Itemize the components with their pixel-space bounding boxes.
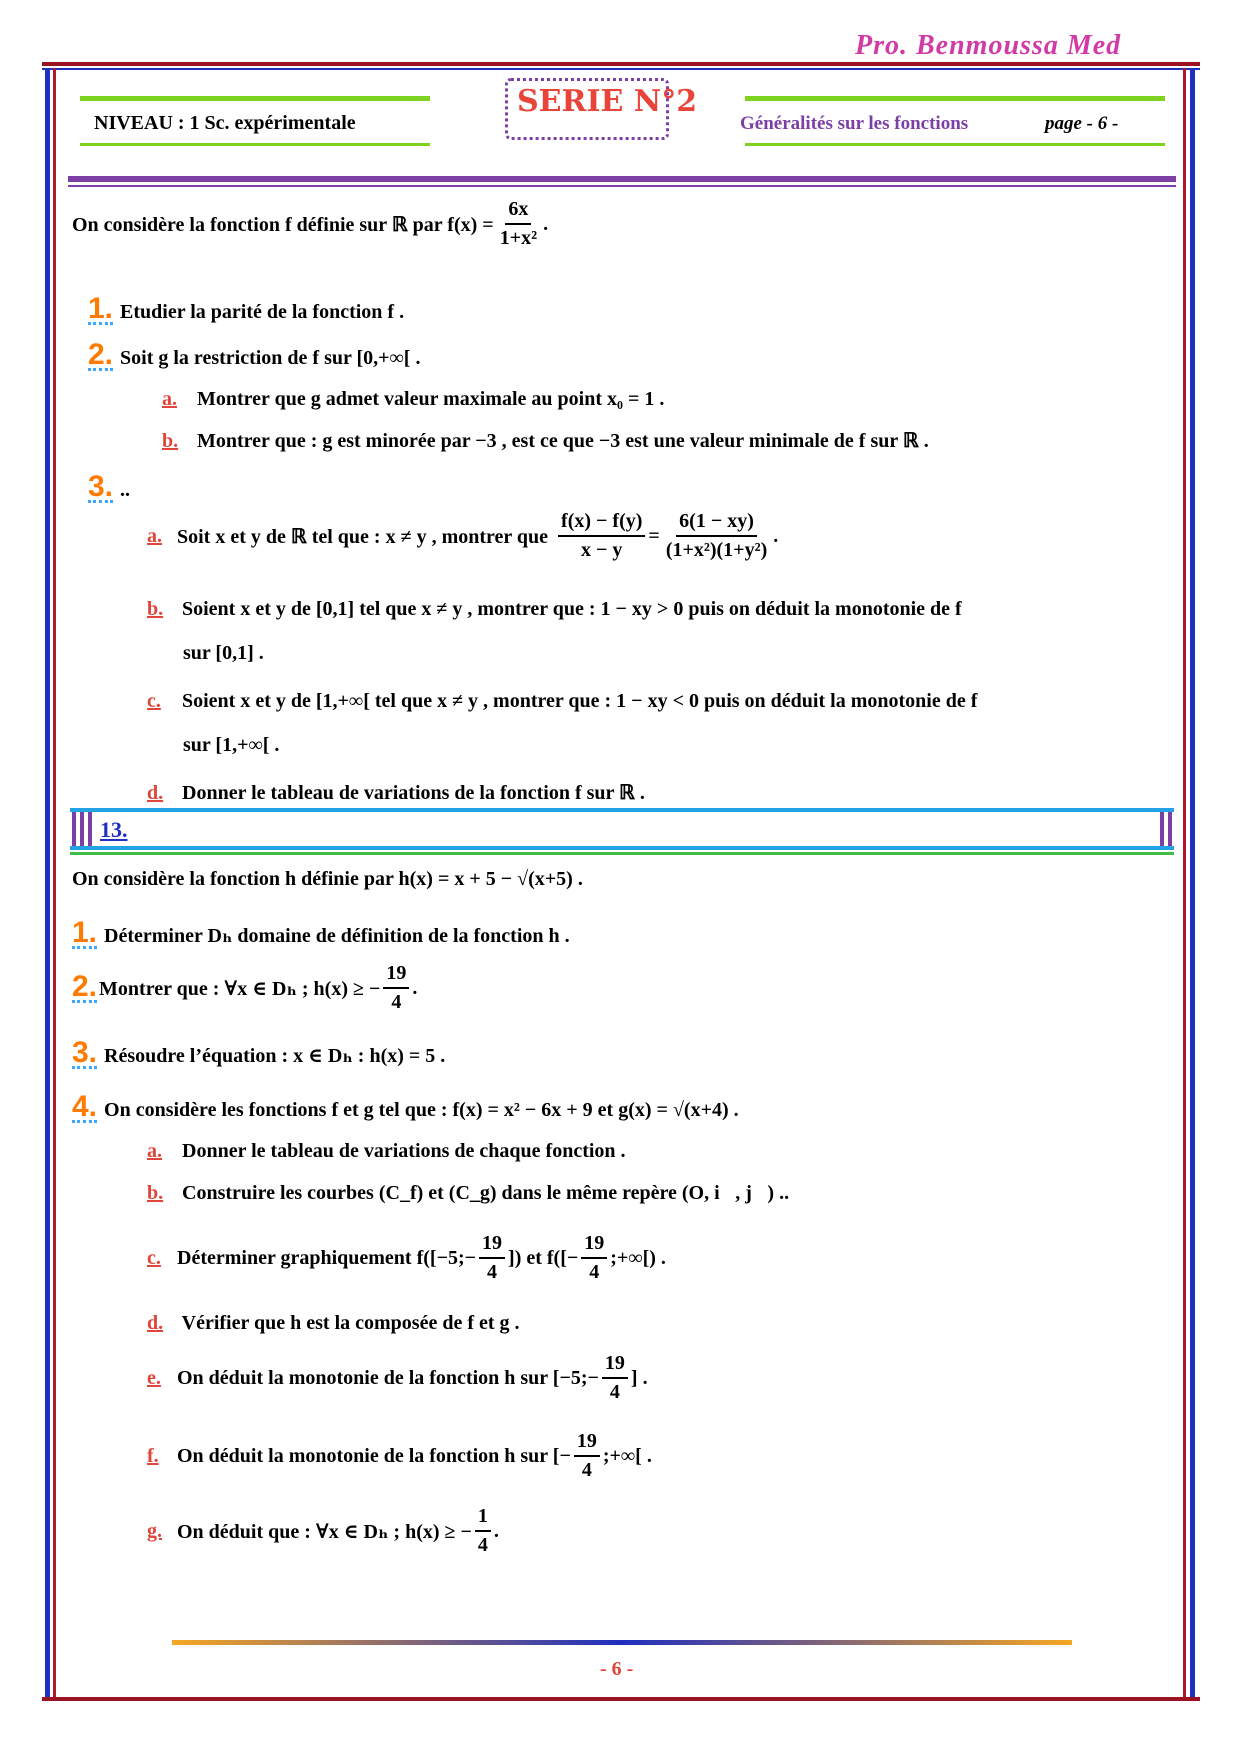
ex12-q3a: a. Soit x et y de ℝ tel que : x ≠ y , montrer que $\frac{f(x) - f(y)}{x - y}$ = $\frac{6(1 - xy)}{\text{(1+x²)(1+y²)}}$ . — [147, 510, 779, 561]
ex13-q2-fraction — [383, 962, 409, 1014]
ex13-q4c-text-2: ]) et f([− — [508, 1246, 579, 1269]
footer-divider — [172, 1640, 1072, 1645]
ex12-q3c-letter: c. — [147, 690, 161, 712]
page-label: page - 6 - — [1045, 113, 1119, 134]
ex12-q3d-letter: d. — [147, 782, 164, 804]
ex12-q3a-num-left: f(x) − f(y) — [558, 510, 645, 537]
ex13-q4 — [72, 1090, 739, 1123]
ex13-q4g — [147, 1505, 499, 1557]
ex13-q4f — [147, 1430, 652, 1482]
frame-top-inner — [42, 68, 1200, 70]
ex12-q3-text: .. — [120, 479, 131, 501]
author-signature: Pro. Benmoussa Med — [855, 30, 1122, 61]
ex13-q4g-den: 4 — [477, 1534, 488, 1556]
ex13-q4a-letter: a. — [147, 1140, 162, 1162]
ex12-intro-denominator: 1+x² — [499, 227, 538, 249]
ex13-q4-text: On considère les fonctions f et g tel que : f(x) = x² − 6x + 9 et g(x) = √(x+4) . — [104, 1099, 739, 1121]
ex13-q2-number: 2. — [72, 969, 98, 1003]
ex12-q1-text: Etudier la parité de la fonction f . — [120, 301, 405, 323]
ex13-q4e-text-end: ] . — [630, 1366, 648, 1389]
ex13-q4f-text-end: ;+∞[ . — [602, 1444, 652, 1467]
ex12-intro-text: On considère la fonction f définie sur ℝ par f(x) = — [72, 213, 494, 236]
header-divider-thin — [68, 185, 1176, 187]
ex13-q4f-letter: f. — [147, 1444, 159, 1467]
ex12-q2 — [88, 338, 421, 371]
ex12-q3a-num-right: 6(1 − xy) — [676, 510, 757, 537]
ex13-q4e — [147, 1352, 648, 1404]
ex13-q3 — [72, 1036, 446, 1069]
ex13-q4e-num: 19 — [602, 1352, 628, 1379]
frame-top — [42, 62, 1200, 66]
header-green-bar-left — [80, 96, 430, 101]
ex13-q4c-text-1: Déterminer graphiquement f([−5;− — [177, 1246, 477, 1269]
ex13-q4c-fraction-2 — [581, 1232, 607, 1284]
ex13-q4g-text-end: . — [493, 1519, 499, 1542]
ex13-banner-top — [70, 808, 1174, 812]
frame-left-inner — [53, 68, 56, 1698]
ex12-intro: On considère la fonction f définie sur ℝ par f(x) = $\frac{6x}{\text{1+x²}}$ . — [72, 198, 549, 249]
ex12-q3b-line2: sur [0,1] . — [183, 642, 264, 664]
ex13-q4c-num-1: 19 — [479, 1232, 505, 1259]
ex13-q4f-text: On déduit la monotonie de la fonction h sur [− — [177, 1444, 571, 1467]
ex13-q4d — [147, 1312, 520, 1335]
ex13-q4c-den-2: 4 — [589, 1261, 600, 1283]
ex13-q4f-num: 19 — [574, 1430, 600, 1457]
ex12-q2a-letter: a. — [162, 388, 177, 410]
ex13-title: 13. — [100, 817, 128, 842]
ex13-q4g-fraction — [475, 1505, 491, 1557]
ex12-q3 — [88, 470, 131, 503]
ex12-q3b-letter: b. — [147, 598, 164, 620]
ex12-q3b-text-1: Soient x et y de [0,1] tel que x ≠ y , montrer que : 1 − xy > 0 puis on déduit la monotonie de f — [182, 598, 962, 620]
frame-right — [1190, 68, 1195, 1698]
ex13-q4c-num-2: 19 — [581, 1232, 607, 1259]
ex13-q2-den: 4 — [391, 991, 402, 1013]
ex13-q1-text: Déterminer Dₕ domaine de définition de la fonction h . — [104, 925, 570, 947]
ex13-q3-number: 3. — [72, 1036, 98, 1069]
ex12-q2b — [162, 428, 929, 453]
ex13-banner-right-mark-1 — [1160, 812, 1164, 846]
ex12-q3c-line2: sur [1,+∞[ . — [183, 734, 280, 756]
ex12-q3a-fraction-right — [663, 510, 770, 562]
ex13-q4c-den-1: 4 — [487, 1261, 498, 1283]
ex12-q2b-letter: b. — [162, 430, 179, 452]
ex13-banner-bottom — [70, 846, 1174, 850]
ex13-intro: On considère la fonction h définie par h(x) = x + 5 − √(x+5) . — [72, 868, 583, 890]
ex13-banner-right-mark-2 — [1168, 812, 1172, 846]
ex13-q4a — [147, 1140, 626, 1163]
header-green-underline-right — [745, 143, 1165, 146]
ex13-q4b-letter: b. — [147, 1182, 164, 1204]
ex12-q2a — [162, 388, 664, 411]
ex12-q3c — [147, 690, 977, 713]
topic-label: Généralités sur les fonctions — [740, 113, 969, 134]
ex13-q4f-den: 4 — [581, 1459, 592, 1481]
ex12-q1-number: 1. — [88, 292, 114, 325]
ex13-q4e-letter: e. — [147, 1366, 161, 1389]
ex13-q4e-den: 4 — [609, 1381, 620, 1403]
header-green-bar-right — [745, 96, 1165, 101]
ex13-q4d-text: Vérifier que h est la composée de f et g . — [181, 1312, 520, 1334]
ex12-q3d-text: Donner le tableau de variations de la fonction f sur ℝ . — [182, 782, 645, 804]
ex12-q2b-text: Montrer que : g est minorée par −3 , est ce que −3 est une valeur minimale de f sur ℝ . — [197, 430, 929, 452]
ex13-q4g-text: On déduit que : ∀x ∈ Dₕ ; h(x) ≥ − — [177, 1520, 472, 1543]
ex12-q3a-text: Soit x et y de ℝ tel que : x ≠ y , montrer que — [177, 525, 549, 548]
ex13-banner-left-mark-2 — [80, 812, 84, 846]
ex13-q2: 2. Montrer que : ∀x ∈ Dₕ ; h(x) ≥ − $\frac{19}{4}$ . — [72, 962, 418, 1013]
ex13-q4g-num: 1 — [475, 1505, 491, 1532]
ex13-q4c-text-3: ;+∞[) . — [610, 1246, 666, 1269]
ex13-q4-number: 4. — [72, 1090, 98, 1123]
serie-title: SERIE N°2 — [517, 84, 698, 119]
ex13-q4b-text: Construire les courbes (C_f) et (C_g) dans le même repère (O, i⃗, j⃗) .. — [182, 1182, 790, 1204]
ex13-q4g-letter: g. — [147, 1519, 162, 1542]
ex13-q4c-fraction-1 — [479, 1232, 505, 1284]
ex13-q2-num: 19 — [383, 962, 409, 989]
ex12-q2-text: Soit g la restriction de f sur [0,+∞[ . — [120, 347, 421, 369]
ex12-q1 — [88, 292, 405, 325]
ex13-q4b — [147, 1182, 789, 1205]
ex12-q3a-letter: a. — [147, 524, 162, 547]
frame-bottom — [42, 1697, 1200, 1701]
ex12-intro-numerator: 6x — [505, 198, 531, 225]
ex13-q4c-letter: c. — [147, 1246, 161, 1269]
frame-right-inner — [1183, 68, 1186, 1698]
footer-page-number: - 6 - — [600, 1658, 634, 1680]
frame-left — [45, 68, 50, 1698]
ex13-q4d-letter: d. — [147, 1312, 164, 1334]
ex13-banner-left-mark-3 — [88, 812, 92, 846]
ex12-q3b — [147, 598, 962, 621]
header-divider — [68, 176, 1176, 182]
ex13-banner-left-mark-1 — [72, 812, 76, 846]
ex12-q2a-text: Montrer que g admet valeur maximale au point x₀ = 1 . — [197, 388, 665, 410]
ex13-q4c — [147, 1232, 666, 1284]
level-label: NIVEAU : 1 Sc. expérimentale — [94, 112, 356, 134]
ex13-q1-number: 1. — [72, 916, 98, 949]
ex13-banner-green — [70, 852, 1174, 855]
ex13-q4a-text: Donner le tableau de variations de chaque fonction . — [182, 1140, 626, 1162]
ex12-q2-number: 2. — [88, 338, 114, 371]
ex12-q3c-text-1: Soient x et y de [1,+∞[ tel que x ≠ y , montrer que : 1 − xy < 0 puis on déduit la monotonie de f — [182, 690, 978, 712]
ex13-q3-text: Résoudre l’équation : x ∈ Dₕ : h(x) = 5 . — [104, 1045, 446, 1067]
ex12-q3a-den-left: x − y — [581, 539, 623, 561]
ex13-q4f-fraction — [574, 1430, 600, 1482]
ex13-q4e-fraction — [602, 1352, 628, 1404]
ex12-q3a-den-right: (1+x²)(1+y²) — [665, 539, 768, 561]
ex13-q1 — [72, 916, 570, 949]
header-green-underline-left — [80, 143, 430, 146]
ex13-q2-text: Montrer que : ∀x ∈ Dₕ ; h(x) ≥ − — [99, 977, 381, 1000]
ex12-q3-number: 3. — [88, 470, 114, 503]
ex13-q4e-text: On déduit la monotonie de la fonction h sur [−5;− — [177, 1366, 599, 1389]
ex12-intro-fraction — [497, 198, 540, 250]
ex12-q3a-fraction-left — [558, 510, 645, 562]
ex12-q3d — [147, 780, 645, 805]
